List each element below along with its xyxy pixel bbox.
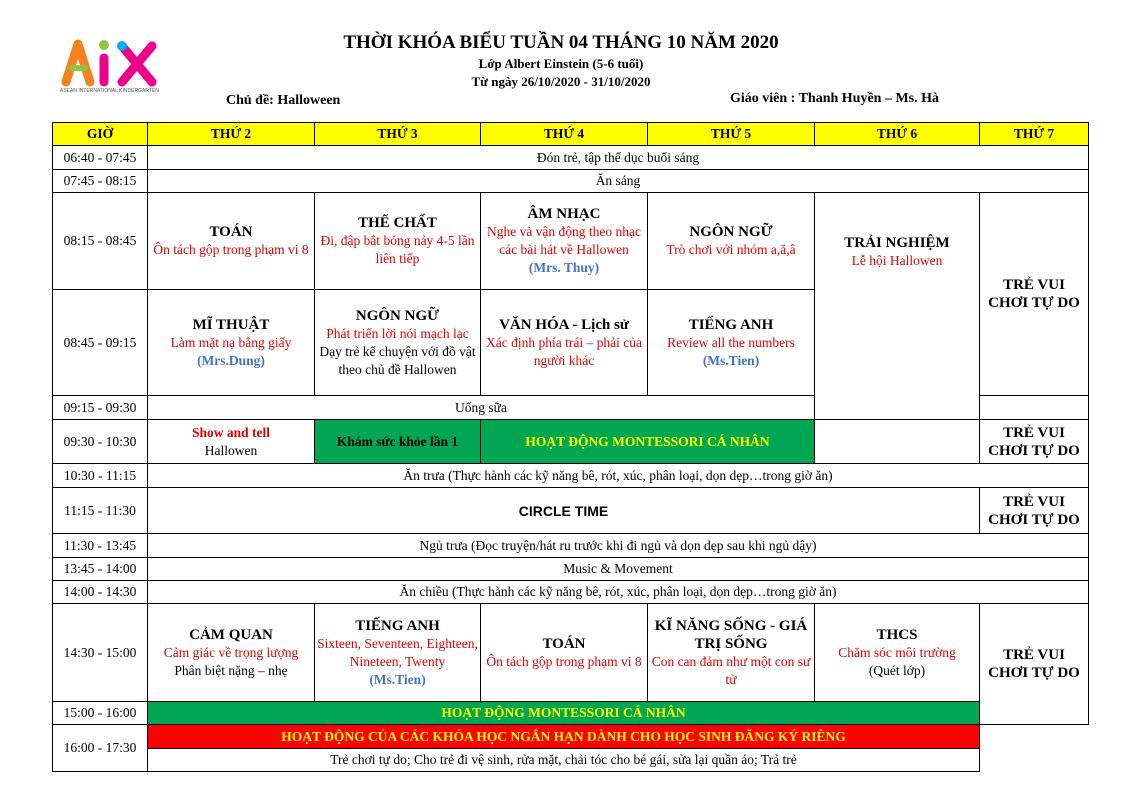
- montessori-cell: HOẠT ĐỘNG MONTESSORI CÁ NHÂN: [148, 702, 980, 725]
- activity-desc: Đi, đập bắt bóng nảy 4-5 lần liên tiếp: [320, 233, 475, 266]
- activity-desc: Nghe và vận động theo nhạc các bài hát về Hallowen: [486, 224, 642, 257]
- table-row: [53, 749, 1089, 772]
- activity-desc: Phát triển lời nói mạch lạc: [326, 325, 469, 341]
- table-row: [53, 193, 1089, 290]
- time-cell: 13:45 - 14:00: [53, 558, 148, 581]
- activity-title: TIẾNG ANH: [688, 316, 774, 333]
- col-header-mon: THỨ 2: [148, 123, 315, 146]
- activity-desc-2: (Quét lớp): [868, 662, 926, 678]
- activity-title: VĂN HÓA - Lịch sử: [499, 316, 629, 333]
- activity-cell: Ăn sáng: [148, 170, 1089, 193]
- activity-cell-sat: TRẺ VUI CHƠI TỰ DO: [980, 488, 1089, 534]
- col-header-wed: THỨ 4: [481, 123, 648, 146]
- short-course-cell: HOẠT ĐỘNG CỦA CÁC KHÓA HỌC NGẮN HẠN DÀNH CHO HỌC SINH ĐĂNG KÝ RIÊNG: [148, 725, 980, 749]
- activity-title: TOÁN: [209, 224, 253, 240]
- table-row: [53, 581, 1089, 604]
- time-cell: 10:30 - 11:15: [53, 464, 148, 488]
- table-row: [53, 558, 1089, 581]
- activity-desc: Làm mặt nạ bằng giấy: [170, 334, 292, 350]
- table-row: [53, 170, 1089, 193]
- time-cell: 14:00 - 14:30: [53, 581, 148, 604]
- table-row: [53, 420, 1089, 464]
- time-cell: 09:30 - 10:30: [53, 420, 148, 464]
- activity-title: ÂM NHẠC: [527, 206, 601, 222]
- time-cell: 11:15 - 11:30: [53, 488, 148, 534]
- activity-desc: Ôn tách gộp trong phạm vi 8: [486, 653, 642, 669]
- activity-cell-wed: [481, 604, 648, 702]
- activity-cell-mon: [148, 604, 315, 702]
- timetable: [52, 122, 1089, 772]
- activity-desc: Ôn tách gộp trong phạm vi 8: [153, 242, 309, 257]
- activity-cell-fri: [815, 193, 980, 420]
- time-cell: 06:40 - 07:45: [53, 146, 148, 170]
- activity-cell-mon: [148, 420, 315, 464]
- activity-title: NGÔN NGỮ: [355, 307, 440, 324]
- class-name: Lớp Albert Einstein (5-6 tuổi): [478, 56, 644, 71]
- col-header-time: GIỜ: [53, 123, 148, 146]
- activity-cell: Uống sữa: [148, 396, 815, 420]
- activity-title: THCS: [876, 626, 918, 643]
- empty-cell: [980, 725, 1089, 772]
- activity-desc: Chăm sóc môi trường: [838, 644, 956, 660]
- time-cell: 11:30 - 13:45: [53, 534, 148, 558]
- activity-desc: Trò chơi với nhóm a,ă,â: [666, 242, 796, 257]
- activity-desc: Xác định phía trái – phải của người khác: [486, 334, 642, 368]
- activity-cell-mon: [148, 193, 315, 290]
- activity-cell: Ăn trưa (Thực hành các kỹ năng bê, rót, xúc, phân loại, dọn dẹp…trong giờ ăn): [148, 464, 1089, 488]
- time-cell: 07:45 - 08:15: [53, 170, 148, 193]
- header-row: [53, 123, 1089, 146]
- table-row: [53, 604, 1089, 702]
- activity-cell: Music & Movement: [148, 558, 1089, 581]
- col-header-thu: THỨ 5: [648, 123, 815, 146]
- activity-cell: Ăn chiều (Thực hành các kỹ năng bê, rót, xúc, phân loại, dọn dẹp…trong giờ ăn): [148, 581, 1089, 604]
- circle-time-cell: CIRCLE TIME: [148, 488, 980, 534]
- activity-desc-2: Dạy trẻ kể chuyện với đồ vật theo chủ đề Hallowen: [319, 343, 476, 377]
- activity-cell-wed: [481, 193, 648, 290]
- table-row: [53, 488, 1089, 534]
- logo-subtitle: ASEAN INTERNATIONAL KINDERGARTEN: [60, 88, 159, 94]
- page-title: THỜI KHÓA BIỂU TUẦN 04 THÁNG 10 NĂM 2020: [343, 32, 779, 53]
- activity-desc: Review all the numbers: [667, 334, 795, 350]
- activity-title: KĨ NĂNG SỐNG - GIÁ TRỊ SỐNG: [654, 617, 808, 652]
- activity-desc-2: Phân biệt nặng – nhẹ: [174, 662, 288, 678]
- empty-cell: [980, 396, 1089, 420]
- teacher-name: (Mrs.Dung): [197, 352, 265, 368]
- time-cell: 08:45 - 09:15: [53, 290, 148, 396]
- activity-cell-tue: Khám sức khỏe lần 1: [315, 420, 481, 464]
- activity-cell-sat: TRẺ VUI CHƠI TỰ DO: [980, 193, 1089, 396]
- activity-cell: Trẻ chơi tự do; Cho trẻ đi vệ sinh, rửa mặt, chải tóc cho bé gái, sửa lại quần áo; Trả trẻ: [148, 749, 980, 772]
- empty-cell: [815, 420, 980, 464]
- time-cell: 08:15 - 08:45: [53, 193, 148, 290]
- table-row: [53, 146, 1089, 170]
- activity-title: CẢM QUAN: [189, 626, 273, 643]
- activity-title: TIẾNG ANH: [355, 617, 440, 634]
- activity-cell-thu: [648, 604, 815, 702]
- activity-desc: Lễ hội Hallowen: [851, 253, 943, 268]
- teacher-name: (Mrs. Thuy): [528, 260, 600, 275]
- table-row: [53, 725, 1089, 749]
- teacher-name: (Ms.Tien): [369, 671, 426, 687]
- date-range: Từ ngày 26/10/2020 - 31/10/2020: [471, 74, 651, 89]
- activity-cell-tue: [315, 604, 481, 702]
- activity-cell-fri: [815, 604, 980, 702]
- activity-title: MĨ THUẬT: [192, 316, 270, 333]
- activity-title: TOÁN: [542, 635, 586, 652]
- activity-desc: Cảm giác về trọng lượng: [163, 644, 299, 660]
- activity-cell-sat: TRẺ VUI CHƠI TỰ DO: [980, 420, 1089, 464]
- activity-cell-sat: TRẺ VUI CHƠI TỰ DO: [980, 604, 1089, 725]
- activity-cell: Đón trẻ, tập thể dục buổi sáng: [148, 146, 1089, 170]
- activity-desc: Con can đảm như một con sư tử: [651, 653, 811, 687]
- time-cell: 14:30 - 15:00: [53, 604, 148, 702]
- activity-title: NGÔN NGỮ: [689, 224, 773, 240]
- time-cell: 16:00 - 17:30: [53, 725, 148, 772]
- activity-title: TRẢI NGHIỆM: [844, 235, 950, 251]
- theme-label: Chủ đề: Halloween: [226, 93, 341, 108]
- table-row: [53, 702, 1089, 725]
- activity-title: Show and tell: [191, 424, 271, 440]
- activity-desc: Hallowen: [204, 442, 258, 458]
- activity-desc: Sixteen, Seventeen, Eighteen, Nineteen, Twenty: [317, 635, 478, 669]
- activity-title: THỂ CHẤT: [358, 215, 437, 231]
- activity-cell-thu: [648, 193, 815, 290]
- col-header-sat: THỨ 7: [980, 123, 1089, 146]
- activity-cell-wed: [481, 290, 648, 396]
- activity-cell-thu: [648, 290, 815, 396]
- table-row: [53, 464, 1089, 488]
- teacher-label: Giáo viên : Thanh Huyền – Ms. Hà: [730, 91, 940, 106]
- col-header-fri: THỨ 6: [815, 123, 980, 146]
- montessori-cell: HOẠT ĐỘNG MONTESSORI CÁ NHÂN: [481, 420, 815, 464]
- teacher-name: (Ms.Tien): [702, 352, 760, 368]
- activity-cell: Ngủ trưa (Đọc truyện/hát ru trước khi đi ngủ và dọn dẹp sau khi ngủ dậy): [148, 534, 1089, 558]
- activity-cell-tue: [315, 193, 481, 290]
- time-cell: 09:15 - 09:30: [53, 396, 148, 420]
- time-cell: 15:00 - 16:00: [53, 702, 148, 725]
- col-header-tue: THỨ 3: [315, 123, 481, 146]
- table-row: [53, 534, 1089, 558]
- activity-cell-tue: [315, 290, 481, 396]
- activity-cell-mon: [148, 290, 315, 396]
